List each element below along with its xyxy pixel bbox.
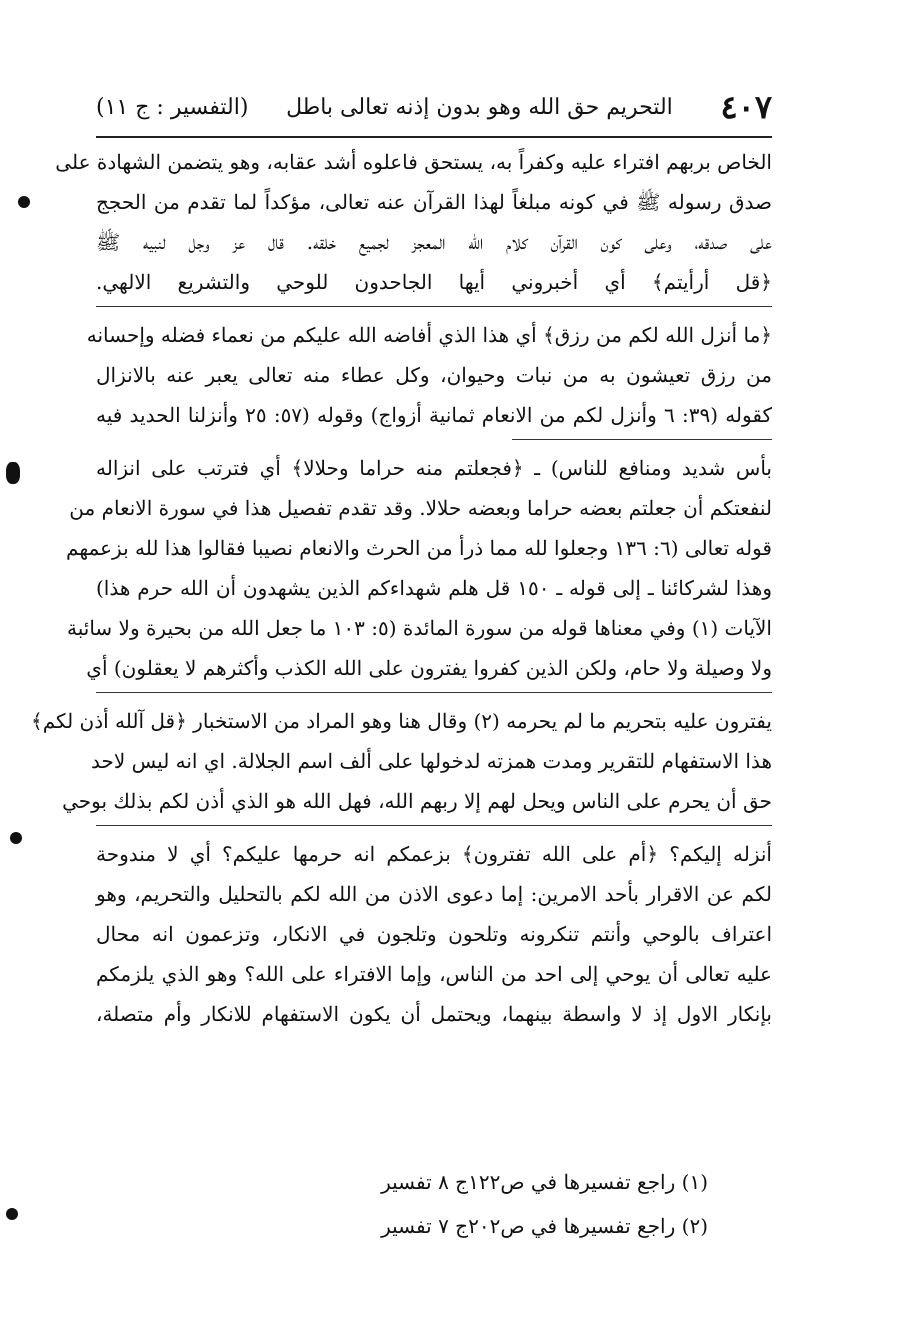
section-divider — [96, 692, 772, 693]
text-line: حق أن يحرم على الناس ويحل لهم إلا ربهم الله، فهل الله هو الذي أذن لكم بذلك بوحي — [62, 789, 772, 813]
section-divider — [96, 306, 772, 307]
margin-dot — [10, 832, 22, 844]
text-line: اعتراف بالوحي وأنتم تنكرونه وتلحون وتلجون في الانكار، وتزعمون انه محال — [96, 922, 772, 946]
text-line: عليه تعالى أن يوحي إلى احد من الناس، وإما الافتراء على الله؟ وهو الذي يلزمكم — [96, 962, 772, 986]
text-line: يفترون عليه بتحريم ما لم يحرمه (٢) وقال هنا وهو المراد من الاستخبار ﴿قل آلله أذن لكم﴾ — [31, 709, 772, 733]
verse-line: ﴿ما أنزل الله لكم من رزق﴾ أي هذا الذي أفاضه الله عليكم من نعماء فضله وإحسانه — [86, 323, 772, 347]
page-number: ٤٠٧ — [720, 88, 772, 126]
footnote: (١) راجع تفسيرها في ص١٢٢ج ٨ تفسير — [381, 1170, 708, 1194]
text-line: الخاص بربهم افتراء عليه وكفراً به، يستحق فاعلوه أشد عقابه، وهو يتضمن الشهادة على — [55, 150, 772, 174]
text-line: ولا وصيلة ولا حام، ولكن الذين كفروا يفترون على الله الكذب وأكثرهم لا يعقلون) أي — [86, 656, 772, 680]
verse-line: أنزله إليكم؟ ﴿أم على الله تفترون﴾ بزعمكم انه حرمها عليكم؟ أي لا مندوحة — [96, 842, 772, 866]
text-line: وهذا لشركائنا ـ إلى قوله ـ ١٥٠ قل هلم شهداءكم الذين يشهدون أن الله حرم هذا) — [96, 576, 772, 600]
text-line: صدق رسوله ﷺ في كونه مبلغاً لهذا القرآن عنه تعالى، مؤكداً لما تقدم من الحجج — [96, 190, 772, 214]
text-line: لنفعتكم أن جعلتم بعضه حراما وبعضه حلالا. وقد تقدم تفصيل هذا في سورة الانعام من — [69, 496, 772, 520]
text-line: هذا الاستفهام للتقرير ومدت همزته لدخولها على ألف اسم الجلالة. اي انه ليس لاحد — [91, 749, 772, 773]
section-divider — [96, 825, 772, 826]
footnote: (٢) راجع تفسيرها في ص٢٠٢ج ٧ تفسير — [381, 1214, 708, 1238]
text-line: الآيات (١) وفي معناها قوله من سورة المائدة (٥: ١٠٣ ما جعل الله من بحيرة ولا سائبة — [67, 616, 772, 640]
section-reference: (التفسير : ج ١١) — [96, 94, 249, 120]
verse-line: ﴿قل أرأيتم﴾ أي أخبروني أيها الجاحدون للوحي والتشريع الالهي. — [96, 270, 772, 294]
text-line: على صدقه، وعلى كون القرآن كلام الله المعجز لجميع خلقه. قال عز وجل لنبيه ﷺ — [96, 230, 772, 254]
margin-dot — [18, 196, 30, 208]
running-title: التحريم حق الله وهو بدون إذنه تعالى باطل — [286, 94, 673, 120]
text-line: قوله تعالى (٦: ١٣٦ وجعلوا لله مما ذرأ من الحرث والانعام نصيبا فقالوا هذا لله بزعمهم — [66, 536, 772, 560]
text-line: بإنكار الاول إذ لا واسطة بينهما، ويحتمل أن يكون الاستفهام للانكار وأم متصلة، — [96, 1002, 772, 1026]
page-header — [96, 78, 772, 138]
text-line: بأس شديد ومنافع للناس) ـ ﴿فجعلتم منه حراما وحلالا﴾ أي فترتب على انزاله — [96, 456, 772, 480]
margin-dot — [6, 462, 20, 484]
margin-dot — [6, 1208, 18, 1220]
text-line: كقوله (٣٩: ٦ وأنزل لكم من الانعام ثمانية أزواج) وقوله (٥٧: ٢٥ وأنزلنا الحديد فيه — [96, 403, 772, 427]
section-divider — [512, 439, 772, 440]
footnotes — [96, 1160, 708, 1248]
body-text — [31, 142, 772, 1034]
text-line: لكم عن الاقرار بأحد الامرين: إما دعوى الاذن من الله لكم بالتحليل والتحريم، وهو — [96, 882, 772, 906]
text-line: من رزق تعيشون به من نبات وحيوان، وكل عطاء منه تعالى يعبر عنه بالانزال — [96, 363, 772, 387]
